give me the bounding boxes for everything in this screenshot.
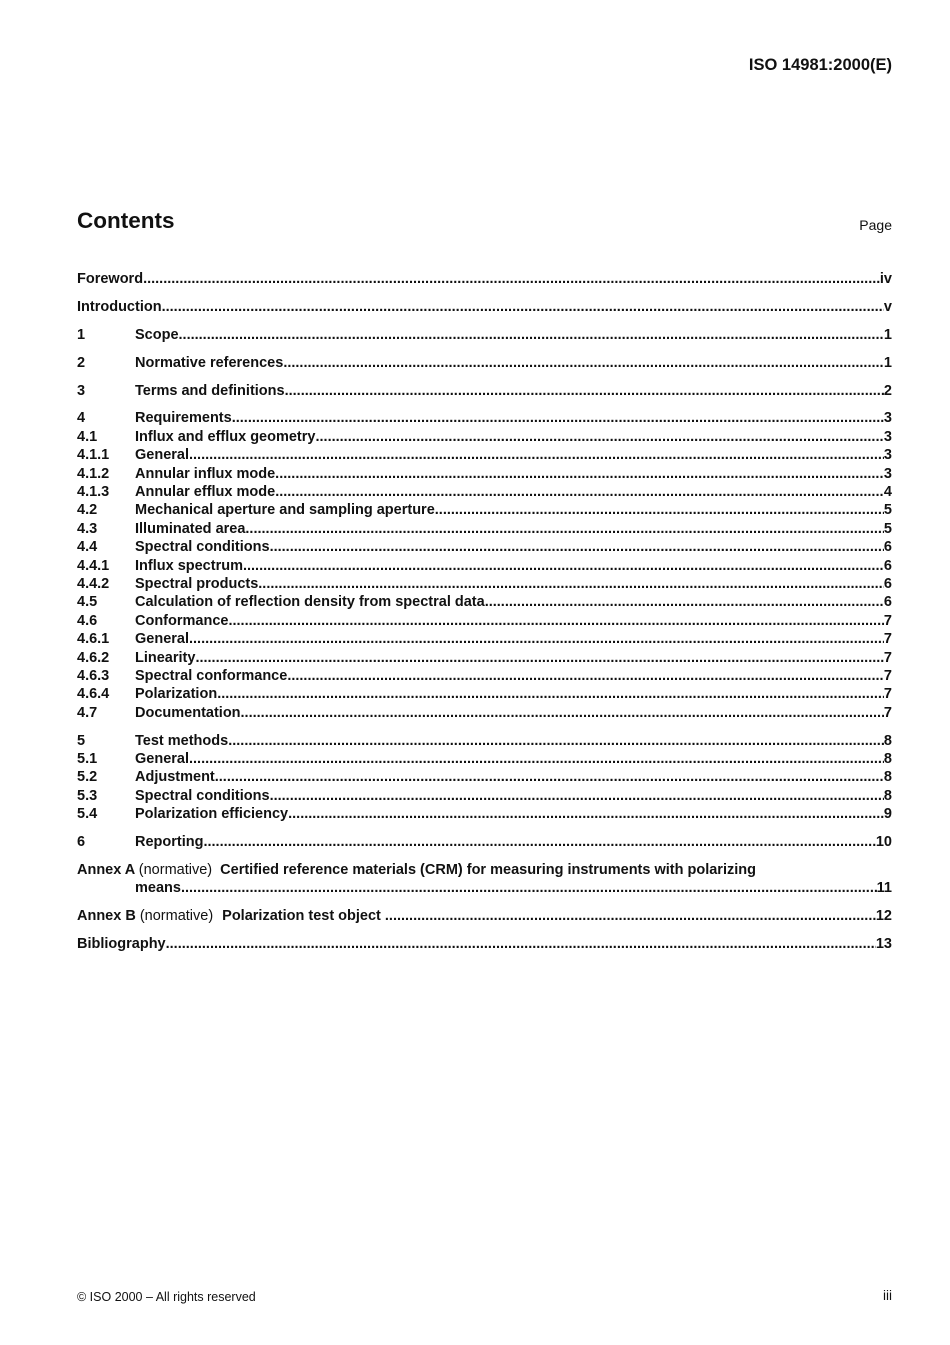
dot-leader [143,270,880,288]
toc-entry-annex-b[interactable] [77,907,892,925]
toc-entry[interactable] [77,750,892,768]
dot-leader [285,382,884,400]
toc-entry[interactable] [77,326,892,344]
toc-entry-page: 10 [875,834,892,851]
toc-entry-number: 4.6.3 [77,667,110,684]
dot-leader [270,538,884,556]
toc-entry-number: 5.3 [77,787,98,804]
dot-leader [181,879,877,897]
toc-entry-number: 4.4.1 [77,557,110,574]
toc-entry-page: v [883,298,892,315]
toc-entry-title: Reporting [135,834,204,851]
table-of-contents [77,270,892,954]
toc-entry-number: 4.1 [77,428,98,445]
annex-kind: (normative) [138,861,213,878]
annex-kind: (normative) [139,908,214,925]
toc-entry-title: Linearity [135,649,196,666]
toc-entry-page: 3 [883,447,892,464]
dot-leader [243,557,884,575]
toc-entry-page: iv [879,271,892,287]
toc-entry-page: 13 [875,936,892,953]
annex-title: Certified reference materials (CRM) for measuring instruments with polarizing [220,861,756,878]
toc-entry-title: Conformance [135,612,229,629]
toc-entry-annex-a[interactable] [77,861,892,879]
toc-entry[interactable] [77,557,892,575]
toc-entry-number: 4.5 [77,594,98,611]
toc-entry[interactable] [77,787,892,805]
toc-entry-number: 4.1.1 [77,447,110,464]
toc-entry-title: Normative references [135,354,284,371]
toc-entry-title: Foreword [77,271,144,287]
toc-entry-number: 4.6.4 [77,686,110,703]
toc-entry-bibliography[interactable] [77,935,892,953]
toc-entry[interactable] [77,354,892,372]
dot-leader [217,685,884,703]
toc-entry-annex-a-continued[interactable] [77,879,892,897]
toc-entry-page: 7 [883,667,892,684]
dot-leader [189,750,884,768]
toc-entry[interactable] [77,612,892,630]
dot-leader [189,630,884,648]
toc-entry-page: 1 [883,326,892,343]
toc-entry-title: Spectral conditions [135,787,270,804]
toc-entry-title: Polarization [135,686,218,703]
dot-leader [215,768,884,786]
toc-entry-number: 1 [77,326,86,343]
dot-leader [166,935,876,953]
dot-leader [385,907,876,925]
toc-entry-title: Introduction [77,298,162,315]
toc-entry[interactable] [77,833,892,851]
dot-leader [275,465,884,483]
toc-entry-page: 8 [883,769,892,786]
toc-entry-title: General [135,750,189,767]
toc-entry-title: General [135,631,189,648]
toc-entry-number: 4.6.2 [77,649,110,666]
toc-entry-number: 4.4.2 [77,575,110,592]
toc-entry-number: 4.6 [77,612,98,629]
toc-entry-title: Terms and definitions [135,382,285,399]
toc-entry-number: 4 [77,410,86,427]
toc-entry-number: 5.2 [77,769,98,786]
toc-entry[interactable] [77,538,892,556]
dot-leader [179,326,884,344]
toc-entry-title: Annular efflux mode [135,484,276,501]
dot-leader [315,428,883,446]
toc-entry-number: 5.1 [77,750,98,767]
toc-entry-title: Illuminated area [135,520,246,537]
toc-entry-title: Spectral conformance [135,667,288,684]
toc-entry[interactable] [77,446,892,464]
toc-entry[interactable] [77,805,892,823]
dot-leader [258,575,884,593]
copyright-notice: © ISO 2000 – All rights reserved [77,1290,256,1304]
toc-entry[interactable] [77,465,892,483]
toc-entry[interactable] [77,483,892,501]
toc-entry-title: Adjustment [135,769,215,786]
dot-leader [228,612,883,630]
toc-entry-title: Bibliography [77,936,166,953]
toc-entry-title: Annular influx mode [135,465,276,482]
toc-entry-page: 5 [883,502,892,519]
dot-leader [228,732,884,750]
toc-entry[interactable] [77,501,892,519]
toc-entry-title: Documentation [135,704,241,721]
dot-leader [275,483,884,501]
dot-leader [195,649,883,667]
toc-entry-title: Polarization efficiency [135,806,289,823]
toc-entry-number: 4.2 [77,502,98,519]
dot-leader [485,593,884,611]
toc-entry-page: 7 [883,631,892,648]
toc-entry-number: 2 [77,354,86,371]
toc-entry[interactable] [77,649,892,667]
toc-entry-number: 4.1.2 [77,465,110,482]
dot-leader [245,520,884,538]
toc-entry[interactable] [77,704,892,722]
toc-entry-page: 3 [883,428,892,445]
dot-leader [189,446,884,464]
toc-entry-page: 4 [883,484,892,501]
toc-entry[interactable] [77,409,892,427]
toc-entry-page: 8 [883,732,892,749]
toc-entry-page: 6 [883,575,892,592]
dot-leader [241,704,884,722]
dot-leader [162,298,884,316]
toc-entry-page: 11 [876,880,892,897]
toc-entry-title: Spectral products [135,575,259,592]
toc-entry-number: 6 [77,834,86,851]
toc-entry-page: 6 [883,594,892,611]
toc-entry-page: 7 [883,612,892,629]
toc-entry-number: 4.1.3 [77,484,110,501]
toc-entry-page: 9 [883,806,892,823]
annex-title: Polarization test object [222,908,381,925]
toc-entry-page: 5 [883,520,892,537]
toc-entry[interactable] [77,593,892,611]
toc-entry-foreword[interactable] [77,270,892,288]
annex-label: Annex B [77,908,136,925]
toc-entry-title: Spectral conditions [135,539,270,556]
dot-leader [288,805,884,823]
toc-entry-page: 7 [883,686,892,703]
toc-entry[interactable] [77,732,892,750]
toc-entry-title: Requirements [135,410,232,427]
toc-entry-page: 2 [883,382,892,399]
toc-entry-title: Influx and efflux geometry [135,428,316,445]
page-number: iii [883,1288,892,1303]
dot-leader [232,409,884,427]
toc-entry-introduction[interactable] [77,298,892,316]
dot-leader [270,787,884,805]
toc-entry[interactable] [77,520,892,538]
toc-entry[interactable] [77,428,892,446]
toc-entry-title: Test methods [135,732,229,749]
toc-entry[interactable] [77,630,892,648]
toc-entry-page: 8 [883,787,892,804]
toc-entry-title: Mechanical aperture and sampling aperture [135,502,435,519]
toc-entry-title: Calculation of reflection density from spectral data [135,594,485,611]
toc-entry-page: 1 [883,354,892,371]
toc-entry-number: 4.3 [77,520,98,537]
page-title: Contents [77,208,175,233]
annex-label: Annex A [77,861,135,878]
page-column-label: Page [859,217,892,233]
toc-entry-page: 3 [883,410,892,427]
toc-entry-number: 4.4 [77,539,98,556]
toc-entry[interactable] [77,667,892,685]
toc-entry-title: Influx spectrum [135,557,243,574]
document-id: ISO 14981:2000(E) [748,56,892,74]
dot-leader [203,833,875,851]
dot-leader [287,667,884,685]
toc-entry-page: 6 [883,539,892,556]
toc-entry-number: 3 [77,382,86,399]
toc-entry-page: 7 [883,704,892,721]
toc-entry[interactable] [77,685,892,703]
toc-entry[interactable] [77,768,892,786]
dot-leader [283,354,884,372]
toc-entry[interactable] [77,382,892,400]
toc-entry-number: 5.4 [77,806,98,823]
toc-entry-title: Scope [135,326,179,343]
toc-entry[interactable] [77,575,892,593]
toc-entry-page: 8 [883,750,892,767]
toc-entry-number: 5 [77,732,86,749]
dot-leader [435,501,884,519]
toc-entry-page: 12 [875,908,892,925]
annex-title-continued: means [135,880,181,897]
toc-entry-number: 4.7 [77,704,98,721]
toc-entry-page: 7 [883,649,892,666]
toc-entry-page: 3 [883,465,892,482]
toc-entry-page: 6 [883,557,892,574]
toc-entry-number: 4.6.1 [77,631,110,648]
toc-entry-title: General [135,447,189,464]
